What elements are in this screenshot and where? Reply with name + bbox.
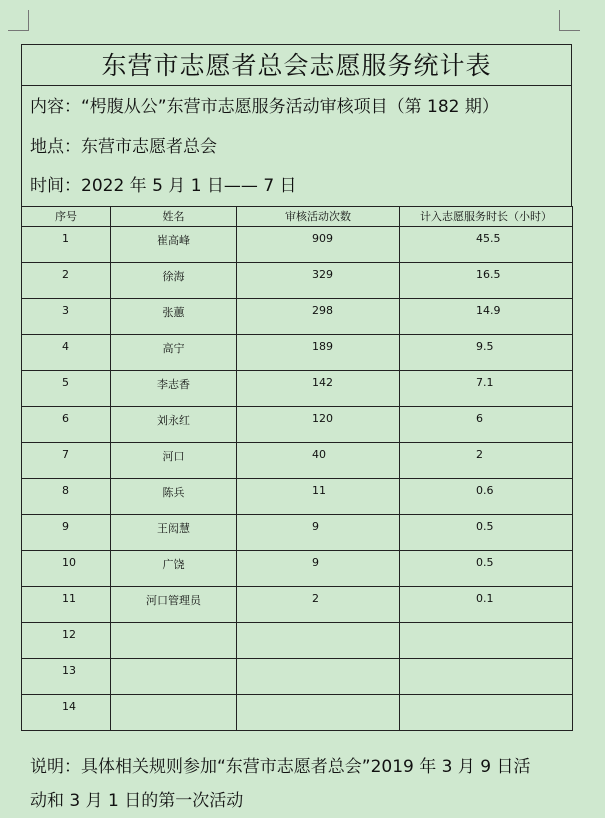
cell-hours — [400, 695, 573, 731]
cell-name — [111, 623, 237, 659]
cell-name: 河口 — [111, 443, 237, 479]
table-row — [22, 299, 573, 335]
table-row — [22, 263, 573, 299]
cell-no: 3 — [22, 299, 111, 335]
header-no: 序号 — [22, 207, 111, 227]
header-box — [21, 44, 572, 206]
cell-name: 崔高峰 — [111, 227, 237, 263]
cell-hours: 45.5 — [400, 227, 573, 263]
cell-hours: 9.5 — [400, 335, 573, 371]
cell-hours: 2 — [400, 443, 573, 479]
cell-no: 10 — [22, 551, 111, 587]
note-line-1: 说明：具体相关规则参加“东营市志愿者总会”2019 年 3 月 9 日活 — [30, 757, 531, 777]
cell-name: 广饶 — [111, 551, 237, 587]
cell-count — [237, 623, 400, 659]
statistics-sheet — [21, 44, 572, 731]
cell-count: 120 — [237, 407, 400, 443]
cell-count: 40 — [237, 443, 400, 479]
cell-no: 5 — [22, 371, 111, 407]
table-row — [22, 551, 573, 587]
table-body — [22, 227, 573, 731]
cell-name: 徐海 — [111, 263, 237, 299]
cell-name: 高宁 — [111, 335, 237, 371]
cell-no: 12 — [22, 623, 111, 659]
cell-no: 8 — [22, 479, 111, 515]
cell-name: 王闳慧 — [111, 515, 237, 551]
header-hours: 计入志愿服务时长（小时） — [400, 207, 573, 227]
cell-count: 298 — [237, 299, 400, 335]
cell-count: 9 — [237, 551, 400, 587]
cell-hours: 6 — [400, 407, 573, 443]
info-block — [22, 86, 571, 206]
cell-count: 2 — [237, 587, 400, 623]
table-row — [22, 479, 573, 515]
table-row — [22, 659, 573, 695]
document-title: 东营市志愿者总会志愿服务统计表 — [22, 45, 571, 86]
cell-count: 11 — [237, 479, 400, 515]
table-row — [22, 695, 573, 731]
cell-hours: 7.1 — [400, 371, 573, 407]
cell-no: 14 — [22, 695, 111, 731]
cell-no: 2 — [22, 263, 111, 299]
cell-count: 142 — [237, 371, 400, 407]
cell-count — [237, 659, 400, 695]
cell-name: 李志香 — [111, 371, 237, 407]
cell-count: 9 — [237, 515, 400, 551]
content-line: 内容：“枵腹从公”东营市志愿服务活动审核项目（第 182 期） — [30, 97, 499, 117]
cell-no: 6 — [22, 407, 111, 443]
cell-count: 189 — [237, 335, 400, 371]
header-name: 姓名 — [111, 207, 237, 227]
cell-name: 河口管理员 — [111, 587, 237, 623]
cell-hours: 0.6 — [400, 479, 573, 515]
cell-name — [111, 695, 237, 731]
table-row — [22, 515, 573, 551]
time-line: 时间：2022 年 5 月 1 日—— 7 日 — [30, 176, 297, 196]
table-row — [22, 407, 573, 443]
note-text — [30, 750, 590, 818]
cell-hours — [400, 659, 573, 695]
cell-name: 刘永红 — [111, 407, 237, 443]
cell-hours: 0.1 — [400, 587, 573, 623]
cell-hours: 16.5 — [400, 263, 573, 299]
cell-name — [111, 659, 237, 695]
table-row — [22, 227, 573, 263]
cell-count: 909 — [237, 227, 400, 263]
cell-no: 7 — [22, 443, 111, 479]
cell-hours: 14.9 — [400, 299, 573, 335]
location-line: 地点：东营市志愿者总会 — [30, 137, 217, 157]
statistics-table — [21, 206, 573, 731]
table-row — [22, 443, 573, 479]
table-row — [22, 587, 573, 623]
crop-mark-top-right — [559, 10, 580, 31]
cell-name: 张蕙 — [111, 299, 237, 335]
cell-hours: 0.5 — [400, 515, 573, 551]
header-count: 审核活动次数 — [237, 207, 400, 227]
table-row — [22, 623, 573, 659]
cell-hours: 0.5 — [400, 551, 573, 587]
cell-hours — [400, 623, 573, 659]
note-line-2: 动和 3 月 1 日的第一次活动 — [30, 791, 244, 811]
cell-no: 9 — [22, 515, 111, 551]
crop-mark-top-left — [8, 10, 29, 31]
table-header-row — [22, 207, 573, 227]
cell-no: 4 — [22, 335, 111, 371]
cell-count: 329 — [237, 263, 400, 299]
cell-count — [237, 695, 400, 731]
cell-name: 陈兵 — [111, 479, 237, 515]
cell-no: 13 — [22, 659, 111, 695]
table-row — [22, 335, 573, 371]
cell-no: 1 — [22, 227, 111, 263]
table-row — [22, 371, 573, 407]
cell-no: 11 — [22, 587, 111, 623]
